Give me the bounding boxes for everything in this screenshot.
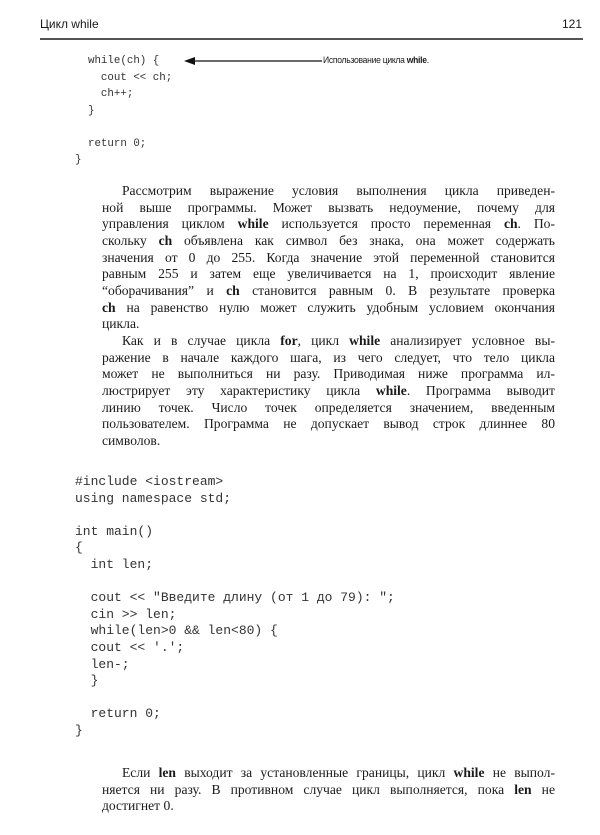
code-line — [75, 574, 395, 591]
bold-term: ch — [503, 216, 518, 232]
text-line — [102, 416, 555, 433]
text-line — [102, 798, 555, 815]
text-line — [102, 433, 555, 450]
bold-term: len — [158, 765, 176, 780]
text-run: . По- — [517, 216, 555, 232]
text-line — [102, 316, 555, 333]
code-line: cout << "Введите длину (от 1 до 79): "; — [75, 590, 395, 606]
text-line — [102, 300, 555, 317]
code-line — [75, 690, 395, 707]
code-listing-2 — [75, 474, 395, 740]
text-run: управления циклом — [102, 216, 238, 232]
code-line: int main() — [75, 523, 154, 539]
text-run: линию точек. Число точек определяется значением, введенным — [102, 399, 555, 415]
bold-term: ch — [226, 282, 240, 298]
text-run: не выпол- — [484, 765, 555, 780]
bold-term: ch — [158, 232, 173, 248]
text-run: становится равным 0. В результате проверка — [239, 282, 555, 298]
code-listing-1 — [75, 53, 172, 169]
text-line — [102, 366, 555, 383]
body-text-1 — [102, 183, 555, 450]
text-run: няется ни разу. В противном случае цикл выполняется, пока — [102, 781, 515, 797]
code-callout-label — [323, 55, 429, 66]
text-run: Использование цикла — [323, 55, 407, 66]
text-run: Как и в случае цикла — [122, 332, 281, 348]
code-line: } — [75, 104, 95, 117]
callout-arrow-icon — [184, 56, 322, 66]
text-run: . — [426, 55, 429, 66]
text-run: Если — [122, 765, 159, 780]
bold-term: while — [349, 332, 381, 348]
text-line — [102, 183, 555, 200]
text-line — [102, 233, 555, 250]
text-line — [102, 266, 555, 283]
text-run: достигнет 0. — [102, 798, 174, 814]
bold-term: while — [375, 382, 407, 398]
code-line: #include <iostream> — [75, 474, 224, 489]
text-run: . Программа выводит — [406, 382, 555, 398]
text-run: используется просто переменная — [268, 216, 504, 232]
bold-term: while — [406, 55, 427, 66]
header-rule — [40, 38, 583, 40]
code-line: } — [75, 673, 99, 689]
code-line: } — [75, 722, 83, 738]
code-line — [75, 507, 395, 524]
body-text-2 — [102, 765, 555, 815]
code-line: } — [75, 154, 82, 166]
code-line: cout << ch; — [75, 71, 173, 84]
code-line: { — [75, 540, 83, 556]
text-run: ной выше программы. Может вызвать недоумение, почему для — [102, 199, 555, 215]
code-line: using namespace std; — [75, 490, 232, 506]
text-run: “оборачивания” и — [102, 282, 227, 298]
text-run: символов. — [102, 432, 161, 448]
bold-term: while — [453, 765, 485, 780]
code-line: while(len>0 && len<80) { — [75, 623, 278, 639]
text-run: объявлена как символ без знака, она может содержать — [172, 232, 555, 248]
text-run: Рассмотрим выражение условия выполнения цикла приведен- — [122, 183, 555, 198]
text-run: цикла. — [102, 316, 140, 332]
bold-term: for — [280, 332, 298, 348]
code-line: cin >> len; — [75, 606, 177, 622]
code-line: len-; — [75, 656, 130, 672]
bold-term: len — [514, 781, 532, 797]
text-run: равным 255 и затем еще увеличивается на 1, происходит явление — [102, 266, 555, 282]
text-line — [102, 250, 555, 267]
text-line — [102, 216, 555, 233]
text-line — [102, 283, 555, 300]
running-header-title: Цикл while — [40, 17, 99, 31]
bold-term: while — [237, 216, 269, 232]
text-run: люстрирует эту характеристику цикла — [102, 382, 376, 398]
page-number: 121 — [561, 17, 582, 31]
code-line: while(ch) { — [75, 55, 160, 67]
code-line: cout << '.'; — [75, 639, 185, 655]
text-line — [102, 782, 555, 799]
text-run: анализирует условное вы- — [380, 332, 556, 348]
text-run: , цикл — [297, 332, 350, 348]
text-run: скольку — [102, 232, 159, 248]
code-line: return 0; — [75, 706, 161, 722]
text-run: может не выполниться ни разу. Приводимая ниже программа ил- — [102, 366, 555, 382]
text-run: не — [531, 781, 555, 797]
text-line — [102, 350, 555, 367]
text-run: пользователем. Программа не допускает вывод строк длиннее 80 — [102, 416, 555, 432]
code-line: return 0; — [75, 137, 147, 150]
text-run: на равенство нулю может служить удобным условием окончания — [115, 299, 555, 315]
code-line: ch++; — [75, 88, 134, 100]
text-run: ражение в начале каждого шага, из чего следует, что тело цикла — [102, 349, 555, 365]
code-line: int len; — [75, 556, 154, 572]
text-line — [102, 333, 555, 350]
text-line — [102, 200, 555, 217]
bold-term: ch — [102, 299, 116, 315]
text-line — [102, 400, 555, 417]
text-line — [102, 765, 555, 782]
text-line — [102, 383, 555, 400]
text-run: значения от 0 до 255. Когда значение этой переменной становится — [102, 249, 555, 265]
code-line — [75, 119, 172, 136]
text-run: выходит за установленные границы, цикл — [175, 765, 454, 780]
